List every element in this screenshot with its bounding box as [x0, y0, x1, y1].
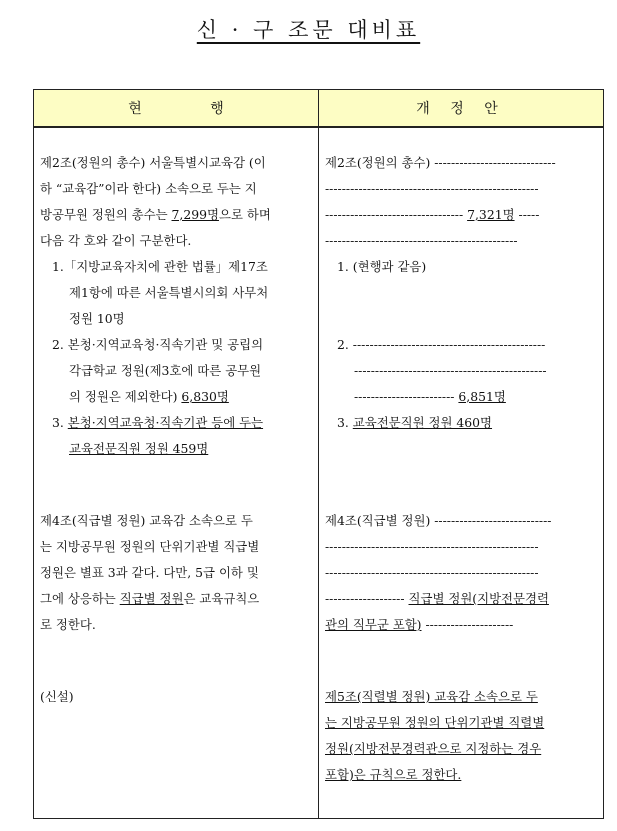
text-line: 제4조(직급별 정원) 교육감 소속으로 두: [40, 513, 253, 528]
changed-text: 교육전문직원 정원 460명: [352, 415, 493, 430]
list-item: 제1항에 따른 서울특별시의회 사무처: [69, 285, 269, 300]
current-new-placeholder: [40, 684, 313, 710]
list-item: ----------------------------------------------: [354, 363, 547, 378]
changed-text: 6,830명: [181, 389, 229, 404]
changed-text: 교육전문직원 정원 459명: [69, 441, 209, 456]
changed-text: 6,851명: [458, 389, 506, 404]
revised-column: [319, 127, 604, 819]
list-item: 의 정원은 제외한다) 6,830명: [69, 389, 229, 404]
header-row: [34, 90, 604, 128]
text-line: ---------------------------------------------------: [325, 565, 539, 580]
text-line: ---------------------------------------------------: [325, 181, 539, 196]
text-line: 정원은 별표 3과 같다. 다만, 5급 이하 및: [40, 565, 259, 580]
spacer: [325, 280, 598, 306]
list-item: 정원 10명: [69, 311, 125, 326]
list-item: 2. ----------------------------------------------: [337, 337, 546, 352]
current-article-4: [40, 508, 313, 638]
revised-article-5: [325, 684, 598, 788]
text-line: 는 지방공무원 정원의 단위기관별 직급별: [40, 539, 260, 554]
changed-text: 정원(지방전문경력관으로 지정하는 경우: [325, 741, 542, 756]
page-title: 신 · 구 조문 대비표: [196, 18, 421, 42]
text-line: --------------------------------- 7,321명 -----: [325, 207, 540, 222]
changed-text: 본청·지역교육청·직속기관 등에 두는: [67, 415, 264, 430]
text-line: ------------------- 직급별 정원(지방전문경력: [325, 591, 549, 606]
current-column: [34, 127, 319, 819]
list-item: 3. 교육전문직원 정원 460명: [337, 415, 493, 430]
text-line: 제4조(직급별 정원) ----------------------------: [325, 513, 552, 528]
text-line: 그에 상응하는 직급별 정원은 교육규칙으: [40, 591, 260, 606]
text-line: 로 정한다.: [40, 617, 96, 632]
changed-text: 포함)은 규칙으로 정한다.: [325, 767, 462, 782]
list-item: 3. 본청·지역교육청·직속기관 등에 두는: [52, 415, 264, 430]
revised-article-2: [325, 150, 598, 436]
list-item: 각급학교 정원(제3호에 따른 공무원: [69, 363, 262, 378]
comparison-table: [33, 89, 604, 819]
changed-text: 관의 직무군 포함): [325, 617, 422, 632]
spacer: [325, 306, 598, 332]
text-line: 방공무원 정원의 총수는 7,299명으로 하며: [40, 207, 271, 222]
text-line: 다음 각 호와 같이 구분한다.: [40, 233, 192, 248]
changed-text: 7,299명: [171, 207, 219, 222]
list-item: [40, 436, 313, 462]
changed-text: 는 지방공무원 정원의 단위기관별 직렬별: [325, 715, 545, 730]
current-article-2: [40, 150, 313, 462]
changed-text: 제5조(직렬별 정원) 교육감 소속으로 두: [325, 689, 538, 704]
changed-text: 7,321명: [467, 207, 515, 222]
header-revised: 개 정 안: [319, 90, 604, 128]
text-line: 제2조(정원의 총수) 서울특별시교육감 (이: [40, 155, 266, 170]
changed-text: 직급별 정원: [119, 591, 184, 606]
text-line: 관의 직무군 포함) ---------------------: [325, 617, 514, 632]
text-line: ----------------------------------------------: [325, 233, 518, 248]
text-line: 제2조(정원의 총수) -----------------------------: [325, 155, 556, 170]
revised-article-4: [325, 508, 598, 638]
text-line: (신설): [40, 689, 74, 704]
list-item: 1.「지방교육자치에 관한 법률」제17조: [52, 259, 268, 274]
list-item: 1. (현행과 같음): [337, 259, 427, 274]
changed-text: 직급별 정원(지방전문경력: [408, 591, 549, 606]
header-current: 현 행: [34, 90, 319, 128]
list-item: 2. 본청·지역교육청·직속기관 및 공립의: [52, 337, 264, 352]
content-row: [34, 127, 604, 819]
list-item: ------------------------ 6,851명: [354, 389, 506, 404]
text-line: ---------------------------------------------------: [325, 539, 539, 554]
text-line: 하 “교육감”이라 한다) 소속으로 두는 지: [40, 181, 257, 196]
